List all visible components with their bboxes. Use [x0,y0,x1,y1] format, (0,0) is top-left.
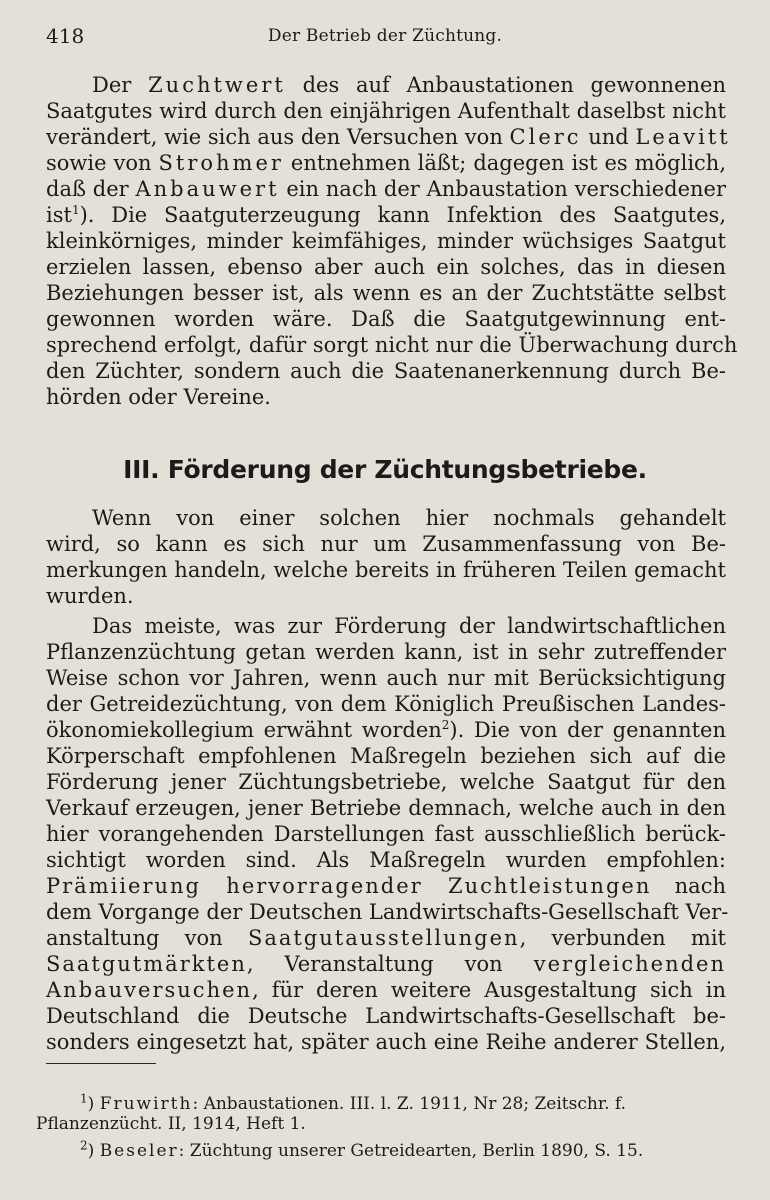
text-line: ökonomiekollegium erwähnt worden$^2$). Die von der genannten [46,718,726,742]
text-line: Deutschland die Deutsche Landwirtschafts-Gesellschaft be- [46,1004,726,1028]
running-title: Der Betrieb der Züchtung. [267,26,503,46]
text-line: merkungen handeln, welche bereits in früheren Teilen gemacht [46,558,726,582]
text-line: verändert, wie sich aus den Versuchen von Clerc und Leavitt [46,125,731,149]
text-line: Verkauf erzeugen, jener Betriebe demnach, welche auch in den [46,796,726,820]
footnote-ref: 1 [71,203,80,217]
text-line: Pflanzenzüchtung getan werden kann, ist in sehr zutreffender [46,640,726,664]
text-line: Anbauversuchen, für deren weitere Ausgestaltung sich in [46,978,726,1002]
page-header [46,24,724,54]
text-line: der Getreidezüchtung, von dem Königlich Preußischen Landes- [46,692,726,716]
text-line: Saatgutes wird durch den einjährigen Aufenthalt daselbst nicht [46,99,726,123]
text-line: erzielen lassen, ebenso aber auch ein solches, das in diesen [46,255,726,279]
text-line: ist$^1$). Die Saatguterzeugung kann Infektion des Saatgutes, [46,203,726,227]
text-line: den Züchter, sondern auch die Saatenanerkennung durch Be- [46,359,726,383]
text-line: Saatgutmärkten, Veranstaltung von vergleichenden [46,952,726,976]
text-line: dem Vorgange der Deutschen Landwirtschafts-Gesellschaft Ver- [46,900,729,924]
text-line: sichtigt worden sind. Als Maßregeln wurden empfohlen: [46,848,726,872]
text-line: Förderung jener Züchtungsbetriebe, welche Saatgut für den [46,770,726,794]
text-line: Wenn von einer solchen hier nochmals gehandelt [92,506,726,530]
text-line: kleinkörniges, minder keimfähiges, minder wüchsiges Saatgut [46,229,726,253]
text-line: Weise schon vor Jahren, wenn auch nur mit Berücksichtigung [46,666,726,690]
footnote-1: $^1$) Fruwirth: Anbaustationen. III. l. Z. 1911, Nr 28; Zeitschr. f. [80,1091,626,1114]
text-line: anstaltung von Saatgutausstellungen, verbunden mit [46,926,726,950]
text-line: wird, so kann es sich nur um Zusammenfassung von Be- [46,532,726,556]
text-line: hörden oder Vereine. [46,385,271,409]
page-number: 418 [46,24,85,48]
text-line: Der Zuchtwert des auf Anbaustationen gewonnenen [92,73,726,97]
footnote-1-continued: Pflanzenzücht. II, 1914, Heft 1. [36,1114,306,1134]
footnote-rule [46,1063,156,1064]
text-line: sprechend erfolgt, dafür sorgt nicht nur die Überwachung durch [46,333,738,357]
text-line: gewonnen worden wäre. Daß die Saatgutgewinnung ent- [46,307,726,331]
text-line: daß der Anbauwert ein nach der Anbaustation verschiedener [46,177,726,201]
text-line: Beziehungen besser ist, als wenn es an der Zuchtstätte selbst [46,281,726,305]
text-line: sonders eingesetzt hat, später auch eine Reihe anderer Stellen, [46,1030,726,1054]
text-line: wurden. [46,584,134,608]
text-line: hier vorangehenden Darstellungen fast ausschließlich berück- [46,822,726,846]
text-line: Prämiierung hervorragender Zuchtleistungen nach [46,874,726,898]
text-line: sowie von Strohmer entnehmen läßt; dagegen ist es möglich, [46,151,727,175]
section-heading: III. Förderung der Züchtungsbetriebe. [123,455,647,484]
text-line: Körperschaft empfohlenen Maßregeln beziehen sich auf die [46,744,726,768]
footnote-2: $^2$) Beseler: Züchtung unserer Getreidearten, Berlin 1890, S. 15. [80,1138,644,1161]
text-line: Das meiste, was zur Förderung der landwirtschaftlichen [92,614,726,638]
footnote-ref: 2 [441,718,450,732]
